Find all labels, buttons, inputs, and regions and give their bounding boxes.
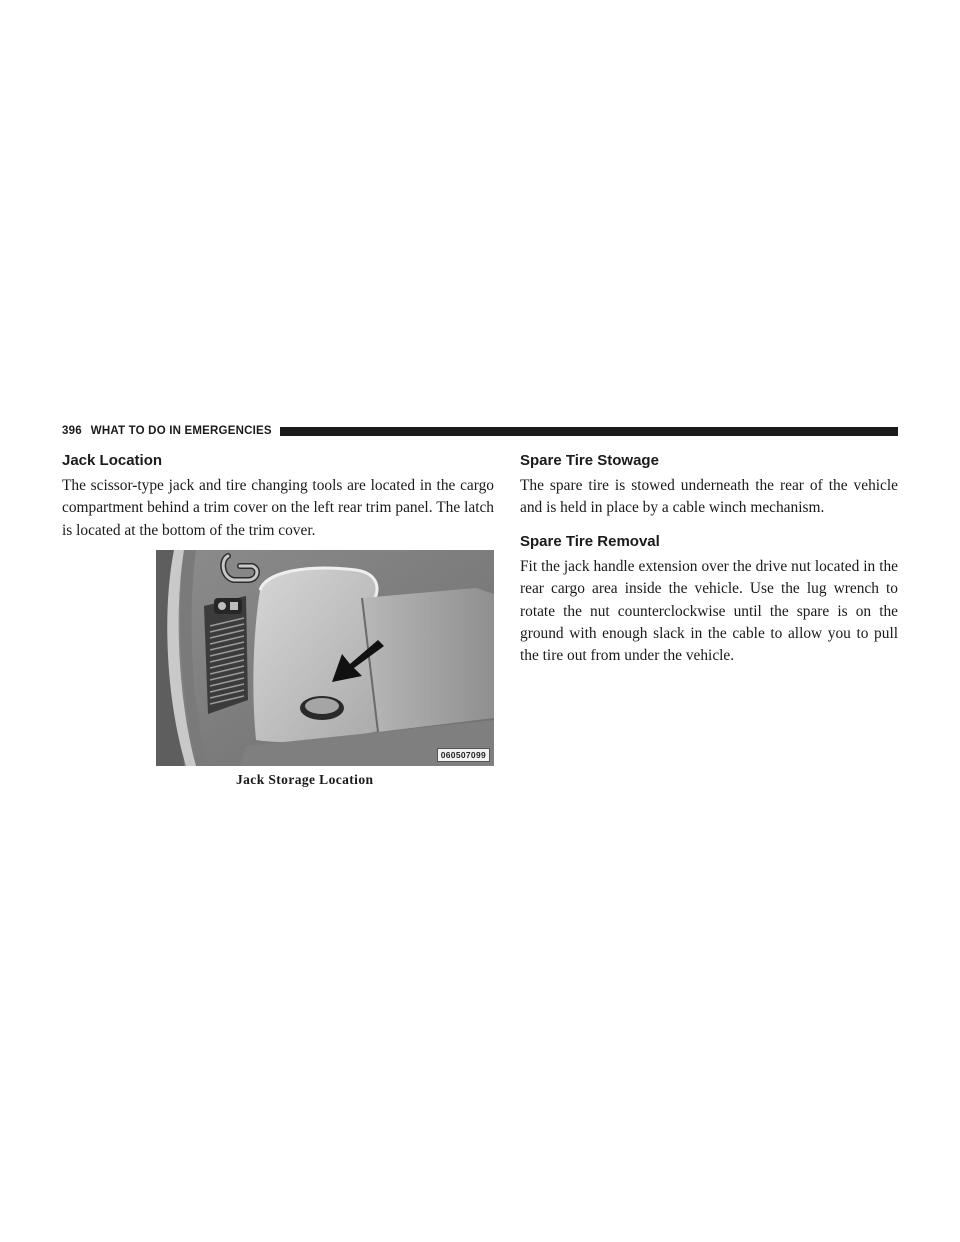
jack-location-heading: Jack Location xyxy=(62,452,163,469)
page-header xyxy=(62,423,898,439)
header-rule xyxy=(280,427,898,436)
spare-tire-removal-paragraph: Fit the jack handle extension over the drive nut located in the rear cargo area inside the vehicle. Use the lug wrench to rotate the nut counterclockwise until the spare is on the ground with enough slack in the cable to allow you to pull the tire out from under the vehicle. xyxy=(520,557,898,665)
spare-tire-stowage-heading: Spare Tire Stowage xyxy=(520,452,659,469)
jack-storage-figure xyxy=(156,550,494,766)
spare-tire-removal-heading: Spare Tire Removal xyxy=(520,532,660,550)
jack-location-paragraph: The scissor-type jack and tire changing tools are located in the cargo compartment behind a trim cover on the left rear trim panel. The latch is located at the bottom of the trim cover. xyxy=(62,477,494,539)
spare-tire-stowage-paragraph: The spare tire is stowed underneath the rear of the vehicle and is held in place by a cable winch mechanism. xyxy=(520,477,898,517)
left-column xyxy=(62,451,494,554)
right-column xyxy=(520,451,898,680)
section-title: WHAT TO DO IN EMERGENCIES xyxy=(90,425,272,437)
page-number: 396 xyxy=(62,425,82,437)
jack-storage-illustration xyxy=(156,550,494,766)
figure-caption: Jack Storage Location xyxy=(236,772,374,787)
figure-code: 060507099 xyxy=(437,748,490,762)
